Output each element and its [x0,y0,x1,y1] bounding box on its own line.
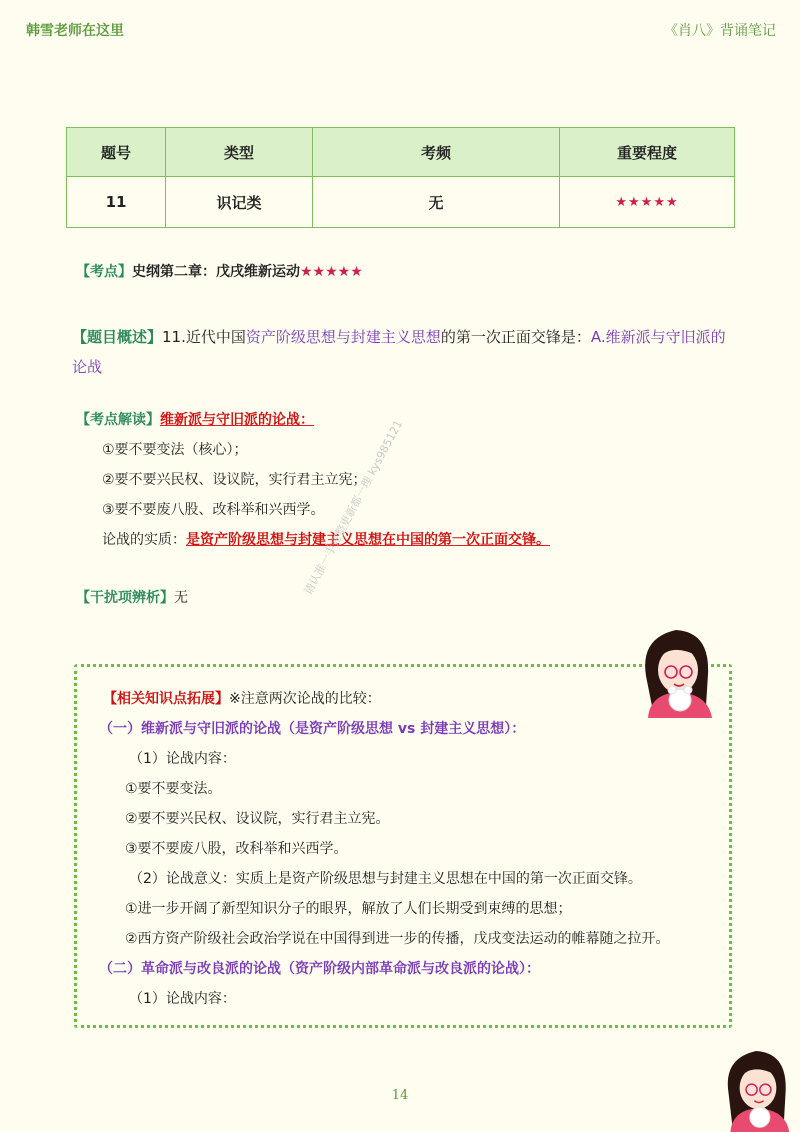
jiedu-tag: 【考点解读】 [76,412,160,428]
teacher-avatar-footer-illustration [718,1040,798,1132]
overview-prefix: 11.近代中国 [162,328,246,346]
jiedu-title: 维新派与守旧派的论战： [160,412,314,428]
table-cell-type: 识记类 [166,177,313,228]
overview-answer: A.维新派与守旧派的论战 [72,328,726,376]
kaodian-line [76,262,363,282]
expand-s1-meaning-1: ①进一步开阔了新型知识分子的眼界，解放了人们长期受到束缚的思想； [125,901,572,917]
expand-s1-item-3: ③要不要废八股，改科举和兴西学。 [125,841,348,857]
table-cell-number: 11 [67,177,166,228]
jiedu-item-3: ③要不要废八股、改科举和兴西学。 [102,502,325,518]
expand-s1-item-1: ①要不要变法。 [125,781,222,797]
overview-highlight: 资产阶级思想与封建主义思想 [245,328,441,346]
overview-tag: 【题目概述】 [72,328,163,346]
header-author: 韩雪老师在这里 [26,23,124,39]
knowledge-expansion-box [74,664,732,1028]
expand-s1-significance: （2）论战意义：实质上是资产阶级思想与封建主义思想在中国的第一次正面交锋。 [129,871,642,887]
question-info-table [66,127,735,228]
overview-paragraph [72,322,732,382]
jiedu-item-1: ①要不要变法（核心）； [102,442,248,458]
table-header-importance: 重要程度 [560,128,735,177]
expand-s1-meaning-2: ②西方资产阶级社会政治学说在中国得到进一步的传播，戊戌变法运动的帷幕随之拉开。 [125,931,670,947]
table-header-frequency: 考频 [313,128,560,177]
table-header-number: 题号 [67,128,166,177]
jiedu-essence-text: 是资产阶级思想与封建主义思想在中国的第一次正面交锋。 [186,532,550,548]
jiedu-essence-label: 论战的实质： [102,532,186,548]
table-cell-frequency: 无 [313,177,560,228]
ganrao-text: 无 [174,590,188,606]
expand-note: ※注意两次论战的比较： [229,691,381,707]
expand-tag: 【相关知识点拓展】 [103,691,229,707]
header-book-title: 《肖八》背诵笔记 [664,23,776,39]
table-cell-importance-stars: ★★★★★ [560,177,735,228]
overview-middle: 的第一次正面交锋是： [440,328,591,346]
expand-section-2: （二）革命派与改良派的论战（资产阶级内部革命派与改良派的论战）： [99,961,540,977]
kaodian-stars: ★★★★★ [300,264,363,280]
ganrao-line [76,588,188,608]
expand-s1-item-2: ②要不要兴民权、设议院，实行君主立宪。 [125,811,390,827]
expand-heading [103,689,381,709]
jiedu-item-2: ②要不要兴民权、设议院，实行君主立宪； [102,472,367,488]
expand-s2-content-label: （1）论战内容： [129,991,236,1007]
table-header-type: 类型 [166,128,313,177]
watermark: 请认准一手完整更新都一理 kys985121 [301,418,406,598]
page-number: 14 [391,1088,409,1103]
expand-s1-content-label: （1）论战内容： [129,751,236,767]
kaodian-text: 史纲第二章：戊戌维新运动 [132,264,300,280]
jiedu-heading [76,410,314,430]
ganrao-tag: 【干扰项辨析】 [76,590,174,606]
expand-section-1: （一）维新派与守旧派的论战（是资产阶级思想 vs 封建主义思想）： [99,721,526,737]
teacher-avatar-illustration [636,618,720,718]
kaodian-tag: 【考点】 [76,264,132,280]
